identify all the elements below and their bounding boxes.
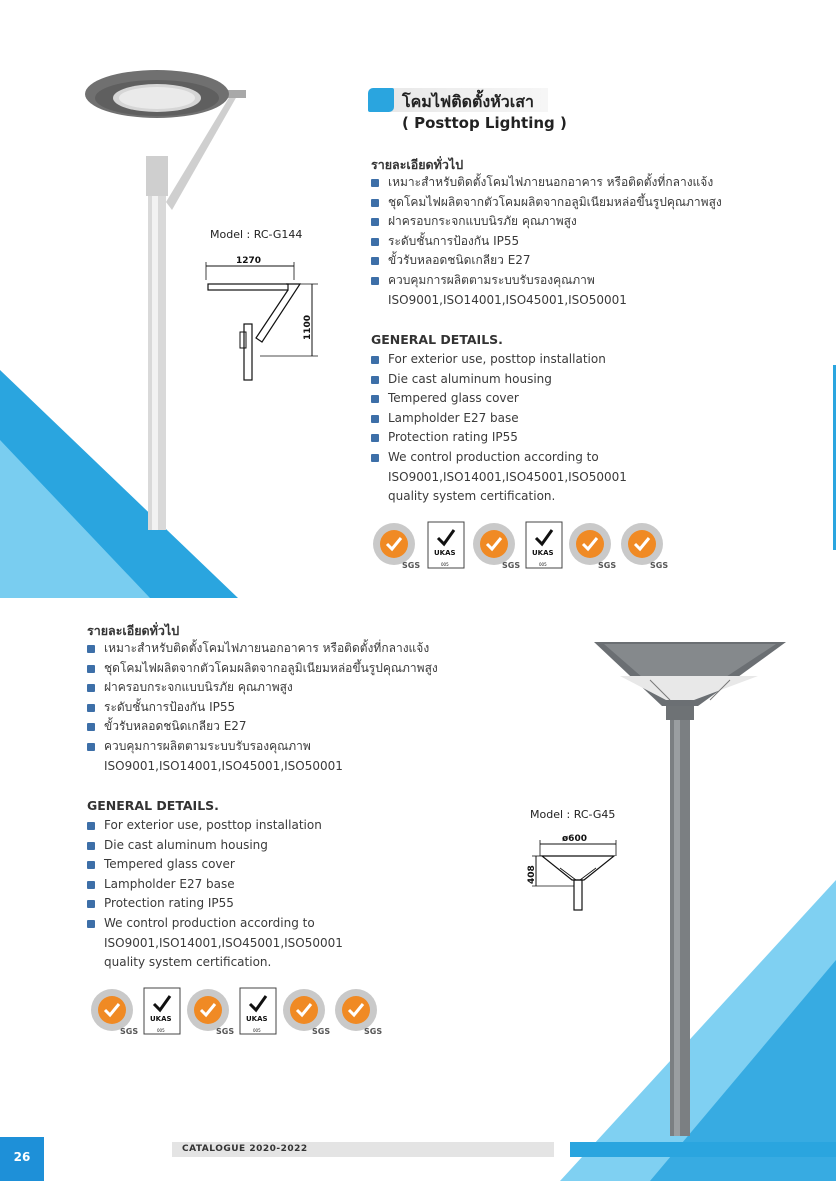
list-item: ขั้วรับหลอดชนิดเกลียว E27 [371,251,722,271]
sgs-certification-icon [621,523,668,570]
list-item: ชุดโคมไฟผลิตจากตัวโคมผลิตจากอลูมิเนียมหล่อขึ้นรูปคุณภาพสูง [87,659,438,679]
page-number: 26 [13,1150,31,1164]
svg-text:SGS: SGS [216,1027,235,1036]
title-thai: โคมไฟติดตั้งหัวเสา [402,92,534,111]
list-item: Die cast aluminum housing [87,836,343,856]
list-item: We control production according to [87,914,343,934]
svg-text:SGS: SGS [120,1027,139,1036]
sgs-certification-icon [569,523,616,570]
svg-text:UKAS: UKAS [434,549,456,557]
title-english: ( Posttop Lighting ) [402,114,567,132]
list-continuation: quality system certification. [104,955,272,970]
thai-details-heading-1: รายละเอียดทั่วไป [371,157,464,172]
general-details-list-1 [371,350,627,507]
svg-text:UKAS: UKAS [150,1015,172,1023]
svg-text:SGS: SGS [502,561,521,570]
footer-accent-bar [570,1142,836,1157]
svg-text:UKAS: UKAS [532,549,554,557]
sgs-certification-icon [335,989,382,1036]
list-item: ระดับชั้นการป้องกัน IP55 [87,698,438,718]
list-continuation: ISO9001,ISO14001,ISO45001,ISO50001 [388,292,627,307]
dim-width-1: 1270 [236,256,262,266]
list-item: Die cast aluminum housing [371,370,627,390]
svg-text:SGS: SGS [650,561,669,570]
list-item: ฝาครอบกระจกแบบนิรภัย คุณภาพสูง [371,212,722,232]
list-item: ระดับชั้นการป้องกัน IP55 [371,232,722,252]
list-item: ชุดโคมไฟผลิตจากตัวโคมผลิตจากอลูมิเนียมหล่อขึ้นรูปคุณภาพสูง [371,193,722,213]
svg-text:SGS: SGS [364,1027,383,1036]
svg-text:005: 005 [157,1028,165,1033]
list-item: Tempered glass cover [371,389,627,409]
dim-width-2: ø600 [562,834,587,844]
svg-text:SGS: SGS [402,561,421,570]
list-continuation: quality system certification. [388,489,556,504]
certification-logos-2 [88,986,388,1036]
svg-text:SGS: SGS [312,1027,331,1036]
list-item: ควบคุมการผลิตตามระบบรับรองคุณภาพ [371,271,722,291]
list-continuation: ISO9001,ISO14001,ISO45001,ISO50001 [388,469,627,484]
model-label-2: Model : RC-G45 [530,808,616,821]
list-item: ควบคุมการผลิตตามระบบรับรองคุณภาพ [87,737,438,757]
list-item: เหมาะสำหรับติดตั้งโคมไฟภายนอกอาคาร หรือติดตั้งที่กลางแจ้ง [87,639,438,659]
list-item: เหมาะสำหรับติดตั้งโคมไฟภายนอกอาคาร หรือติดตั้งที่กลางแจ้ง [371,173,722,193]
list-item: Lampholder E27 base [87,875,343,895]
footer-catalogue: CATALOGUE 2020-2022 [182,1144,308,1154]
general-details-list-2 [87,816,343,973]
svg-text:005: 005 [253,1028,261,1033]
list-item: Lampholder E27 base [371,409,627,429]
list-continuation: ISO9001,ISO14001,ISO45001,ISO50001 [104,758,343,773]
svg-text:SGS: SGS [598,561,617,570]
sgs-certification-icon [373,523,420,570]
general-details-heading-1: GENERAL DETAILS. [371,332,503,347]
list-item: Protection rating IP55 [371,428,627,448]
list-item: ขั้วรับหลอดชนิดเกลียว E27 [87,717,438,737]
dimension-drawing-rc-g144 [200,252,320,387]
svg-text:UKAS: UKAS [246,1015,268,1023]
dim-height-2: 408 [527,865,537,884]
certification-logos-1 [370,520,680,570]
product-photo-rc-g45 [590,636,790,1136]
ukas-certification-icon [428,522,464,568]
general-details-heading-2: GENERAL DETAILS. [87,798,219,813]
sgs-certification-icon [187,989,234,1036]
list-continuation: ISO9001,ISO14001,ISO45001,ISO50001 [104,935,343,950]
thai-details-list-2 [87,639,438,776]
thai-details-heading-2: รายละเอียดทั่วไป [87,623,180,638]
sgs-certification-icon [283,989,330,1036]
title-accent-icon [368,88,394,112]
svg-text:005: 005 [441,562,449,567]
model-label-1: Model : RC-G144 [210,228,303,241]
list-item: ฝาครอบกระจกแบบนิรภัย คุณภาพสูง [87,678,438,698]
ukas-certification-icon [526,522,562,568]
thai-details-list-1 [371,173,722,310]
list-item: For exterior use, posttop installation [87,816,343,836]
sgs-certification-icon [473,523,520,570]
svg-text:005: 005 [539,562,547,567]
sgs-certification-icon [91,989,138,1036]
list-item: Protection rating IP55 [87,894,343,914]
dim-height-1: 1100 [303,314,313,340]
section-title [368,86,548,116]
ukas-certification-icon [240,988,276,1034]
dimension-drawing-rc-g45 [520,828,620,912]
ukas-certification-icon [144,988,180,1034]
list-item: We control production according to [371,448,627,468]
list-item: For exterior use, posttop installation [371,350,627,370]
list-item: Tempered glass cover [87,855,343,875]
